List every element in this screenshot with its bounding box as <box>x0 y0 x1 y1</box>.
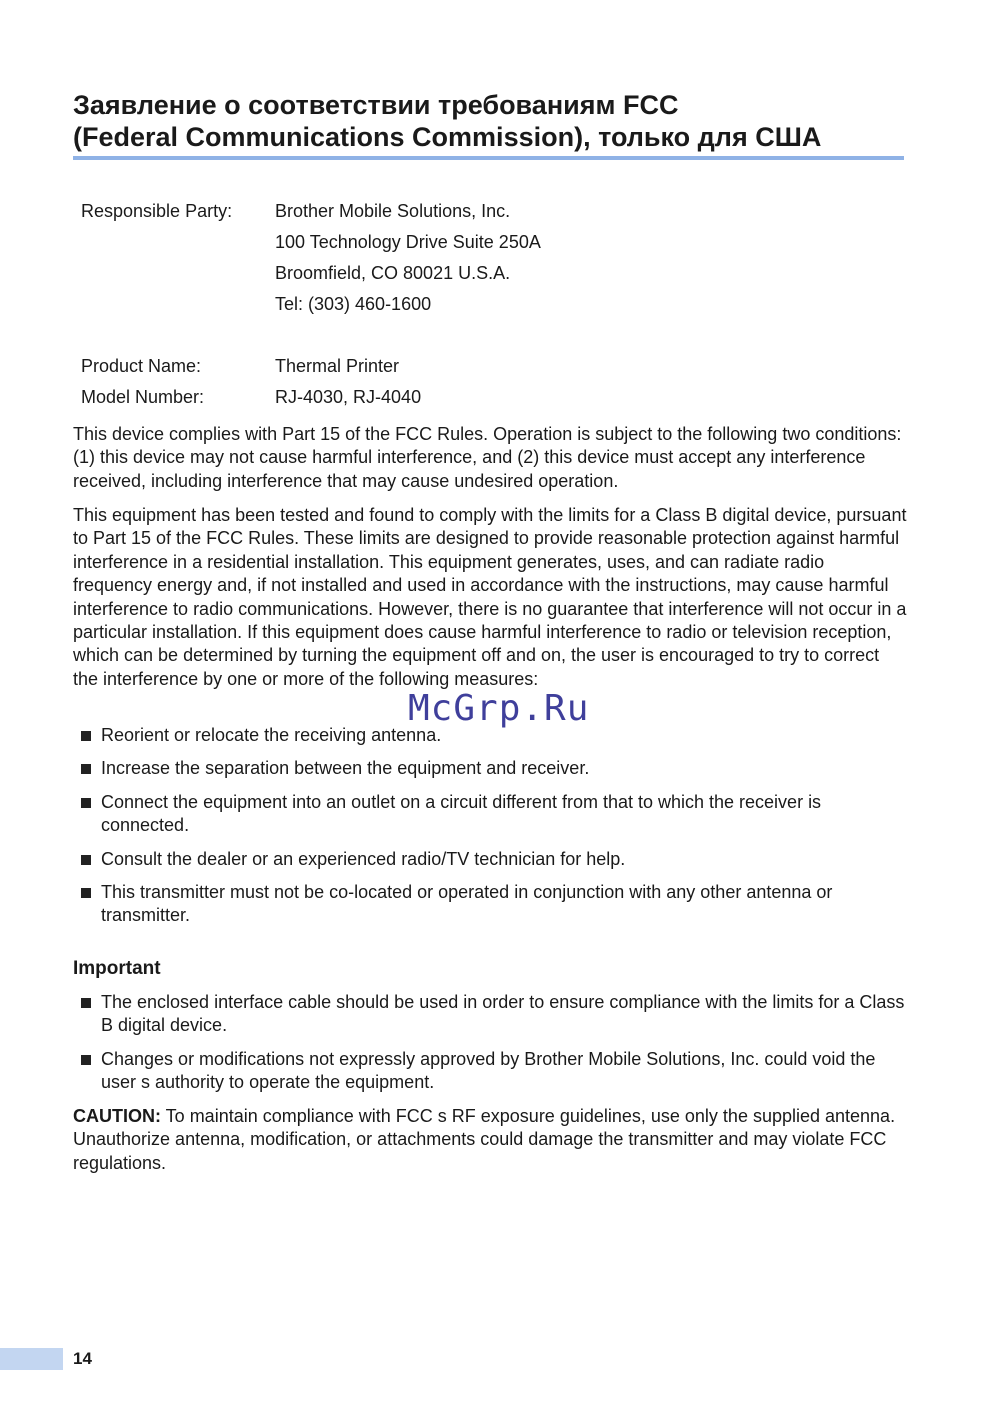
model-number-label: Model Number: <box>81 387 205 407</box>
page-number: 14 <box>73 1349 92 1368</box>
page-title <box>73 89 903 153</box>
measure-text: Reorient or relocate the receiving antenna. <box>101 725 442 745</box>
equipment-paragraph: This equipment has been tested and found to comply with the limits for a Class B digital device, pursuant to Part 15 of the FCC Rules. These limits are designed to provide reasonable protection against harmful interference in a residential installation. This equipment generates, uses, and can radiate radio frequency energy and, if not installed and used in accordance with the instructions, may cause harmful interference to radio communications. However, there is no guarantee that interference will not occur in a particular installation. If this equipment does cause harmful interference to radio or television reception, which can be determined by turning the equipment off and on, the user is encouraged to try to correct the interference by one or more of the following measures: <box>73 505 907 689</box>
model-number-value: RJ-4030, RJ-4040 <box>275 387 422 407</box>
square-bullet-icon <box>81 798 91 808</box>
measure-text: Connect the equipment into an outlet on a circuit different from that to which the receiver is connected. <box>101 791 822 836</box>
watermark-text: McGrp.Ru <box>408 688 590 729</box>
responsible-party-block <box>81 196 541 413</box>
list-item <box>73 881 908 928</box>
page-title-line-1: Заявление о соответствии требованиям FCC <box>73 90 679 120</box>
title-underline-rule <box>73 156 904 160</box>
party-row-company <box>81 196 541 227</box>
party-row-tel <box>81 289 541 320</box>
list-item <box>73 991 908 1038</box>
important-text: Changes or modifications not expressly approved by Brother Mobile Solutions, Inc. could void the user s authority to operate the equipment. <box>101 1048 876 1093</box>
footer-accent-bar <box>0 1348 63 1370</box>
important-text: The enclosed interface cable should be used in order to ensure compliance with the limits for a Class B digital device. <box>101 992 905 1036</box>
company-name: Brother Mobile Solutions, Inc. <box>275 201 511 221</box>
list-item <box>73 791 908 838</box>
product-name-label: Product Name: <box>81 356 202 376</box>
square-bullet-icon <box>81 1055 91 1065</box>
important-list <box>73 991 908 1105</box>
party-row-model <box>81 382 541 413</box>
square-bullet-icon <box>81 998 91 1008</box>
list-item <box>73 848 908 871</box>
measure-text: Consult the dealer or an experienced radio/TV technician for help. <box>101 848 626 869</box>
list-item <box>73 1048 908 1095</box>
list-item <box>73 757 908 780</box>
square-bullet-icon <box>81 855 91 865</box>
address-line-2: Broomfield, CO 80021 U.S.A. <box>275 263 511 283</box>
caution-text: To maintain compliance with FCC s RF exposure guidelines, use only the supplied antenna. Unauthorize antenna, modification, or attachments could damage the transmitter and may violate FCC regulations. <box>73 1106 896 1173</box>
party-row-address1 <box>81 227 541 258</box>
product-name-value: Thermal Printer <box>275 356 400 376</box>
caution-label: CAUTION: <box>73 1106 161 1126</box>
important-heading: Important <box>73 958 161 979</box>
caution-paragraph <box>73 1105 908 1175</box>
party-row-product <box>81 351 541 382</box>
address-line-1: 100 Technology Drive Suite 250A <box>275 232 541 252</box>
telephone: Tel: (303) 460-1600 <box>275 294 432 314</box>
party-row-address2 <box>81 258 541 289</box>
measure-text: This transmitter must not be co-located or operated in conjunction with any other antenna or transmitter. <box>101 882 833 926</box>
measure-text: Increase the separation between the equipment and receiver. <box>101 758 590 779</box>
square-bullet-icon <box>81 888 91 898</box>
page-title-line-2: (Federal Communications Commission), только для США <box>73 122 822 152</box>
square-bullet-icon <box>81 764 91 774</box>
responsible-party-label: Responsible Party: <box>81 201 233 221</box>
measures-list <box>73 724 908 938</box>
square-bullet-icon <box>81 731 91 741</box>
compliance-paragraph: This device complies with Part 15 of the FCC Rules. Operation is subject to the following two conditions: (1) this device may not cause harmful interference, and (2) this device must accept any interference received, including interference that may cause undesired operation. <box>73 424 902 491</box>
